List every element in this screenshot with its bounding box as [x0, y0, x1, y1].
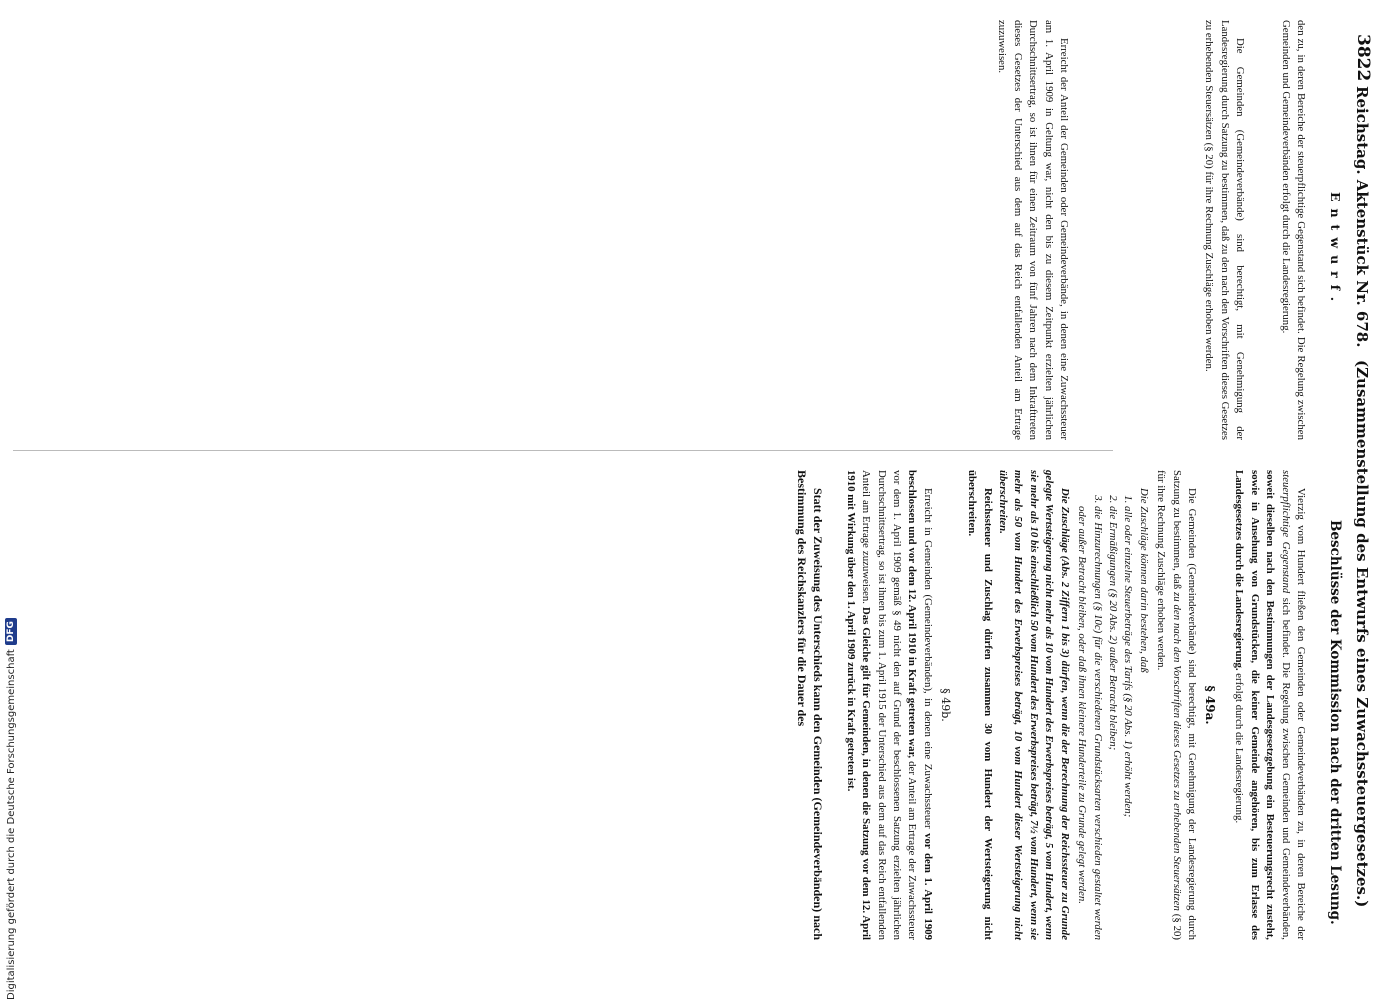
document-title: Reichstag. Aktenstück Nr. 678. — [1353, 86, 1371, 348]
right-p1-text: Vierzig vom Hundert fließen den Gemeinden oder Gemeindeverbänden zu, in deren Bereiche der — [1295, 488, 1307, 940]
right-paragraph-4: Die Zuschläge (Abs. 2 Ziffern 1 bis 3) dürfen, wenn die der Berechnung der Reichssteuer zu Grunde gelegte Wertsteigerung nicht mehr als 10 vom Hundert des Erwerbspreises beträgt, 5 vom Hundert, wenn sie mehr als 10 bis einschließlich 50 vom Hundert des Erwerbspreises beträgt, 7½ vom Hundert, wenn sie mehr als 50 vom Hundert des Erwerbspreises beträgt, 10 vom Hundert dieser Wertsteigerung nicht überschreiten. — [997, 470, 1071, 940]
footer-text: Digitalisierung gefördert durch die Deutsche Forschungsgemeinschaft — [5, 649, 17, 1000]
right-p1-text-2: sich befindet. Die Regelung zwischen Gemeinden und Gemeindeverbänden, — [1279, 597, 1292, 940]
right-p1-italic: steuerpflichtige Gegenstand — [1279, 470, 1292, 594]
right-p1-bold: soweit dieselben nach den Bestimmungen der Landesgesetzgebung ein Besteuerungsrecht zusteht, sowie in Ansehung von Grundstücken, die keiner Gemeinde angehören, bis zum Erlasse des Landesgesetzes durch die Landesregierung. — [1233, 470, 1277, 940]
right-p2-text-2: (§ 20) für ihre Rechnung Zuschläge erhoben werden. — [1155, 470, 1183, 940]
right-p6-text: Erreicht in Gemeinden (Gemeindeverbänden), in denen eine Zuwachssteuer — [921, 488, 934, 829]
right-paragraph-6 — [842, 470, 934, 940]
right-paragraph-7: Statt der Zuweisung des Unterschieds kann den Gemeinden (Gemeindeverbänden) nach Bestimmung des Reichskanzlers für die Dauer des — [795, 470, 826, 940]
right-paragraph-3: Die Zuschläge können darin bestehen, daß — [1137, 488, 1150, 673]
dfg-logo: DFG — [5, 618, 17, 645]
zuschlag-list — [1074, 470, 1136, 940]
left-paragraph-2: Die Gemeinden (Gemeindeverbände) sind berechtigt, mit Genehmigung der Landesregierung durch Satzung zu bestimmen, daß zu den nach den Vorschriften dieses Gesetzes zu erhebenden Steuersätzen (§ 20) für ihre Rechnung Zuschläge erhoben werden. — [1203, 20, 1247, 440]
left-paragraph-1: den zu, in deren Bereiche der steuerpflichtige Gegenstand sich befindet. Die Regelung zwischen Gemeinden und Gemeindeverbänden erfolgt durch die Landesregierung. — [1279, 20, 1307, 440]
right-p6-text-2: der Anteil am Ertrage der Zuwachssteuer vor dem 1. April 1909 gemäß § 49 nicht den auf Grund der beschlossenen Satzung erzielten jährlichen Durchschnittsertrag, so ist ihnen bis zum 1. April 1915 der Unterschied aus dem auf das Reich entfallenden Anteil am Ertrage zuzuweisen. — [860, 470, 919, 940]
right-p1-end: erfolgt durch die Landesregierung. — [1233, 673, 1246, 824]
right-p2-text: Die Gemeinden (Gemeindeverbände) sind berechtigt, mit Genehmigung der Landesregierung durch Satzung zu bestimmen, daß — [1170, 470, 1198, 940]
right-column — [794, 470, 1308, 940]
left-paragraph-3: Erreicht der Anteil der Gemeinden oder Gemeindeverbände, in denen eine Zuwachssteuer am 1. April 1909 in Geltung war, nicht den bis zu diesem Zeitpunkt erzielten jährlichen Durchschnittsertrag, so ist ihnen für einen Zeitraum von fünf Jahren nach dem Inkrafttreten dieses Gesetzes der Unterschied aus dem auf das Reich entfallenden Anteil am Ertrage zuzuweisen. — [996, 20, 1070, 440]
section-49a-heading: § 49a. — [1202, 685, 1217, 725]
list-item: 3. die Hinzurechnungen (§ 10c) für die verschiedenen Grundstücksarten verschieden gestaltet werden oder außer Betracht bleiben, oder daß ihnen kleinere Hunderteile zu Grunde gelegt werden. — [1074, 506, 1105, 940]
right-paragraph-2 — [1153, 470, 1199, 940]
document-title-continuation: (Zusammenstellung des Entwurfs eines Zuwachssteuergesetzes.) — [1353, 360, 1371, 908]
page-number: 3822 — [1353, 34, 1373, 82]
right-paragraph-1 — [1231, 470, 1308, 940]
section-49b-heading: § 49b. — [938, 688, 952, 722]
right-p6-bold-2: Das Gleiche gilt für Gemeinden, in denen die Satzung vor dem 12. April 1910 mit Wirkung über den 1. April 1909 zurück in Kraft getreten ist. — [844, 470, 873, 941]
right-p6-bold: vor dem 1. April 1909 beschlossen und vor dem 12. April 1910 in Kraft getreten war, — [906, 470, 934, 941]
left-column-heading: Entwurf. — [1328, 191, 1343, 309]
right-paragraph-5: Reichssteuer und Zuschlag dürfen zusammen 30 vom Hundert der Wertsteigerung nicht überschreiten. — [966, 470, 994, 940]
list-item: 2. die Ermäßigungen (§ 20 Abs. 2) außer Betracht bleiben; — [1105, 506, 1120, 940]
right-p2-italic: zu den nach den Vorschriften dieses Gesetzes zu erhebenden Steuersätzen — [1170, 592, 1183, 911]
digitization-footer — [2, 0, 20, 1000]
left-column — [994, 20, 1308, 440]
right-column-heading: Beschlüsse der Kommission nach der dritten Lesung. — [1327, 520, 1343, 925]
list-item: 1. alle oder einzelne Steuerbeträge des Tarifs (§ 20 Abs. 1) erhöht werden; — [1120, 506, 1135, 940]
column-divider — [13, 450, 1113, 451]
